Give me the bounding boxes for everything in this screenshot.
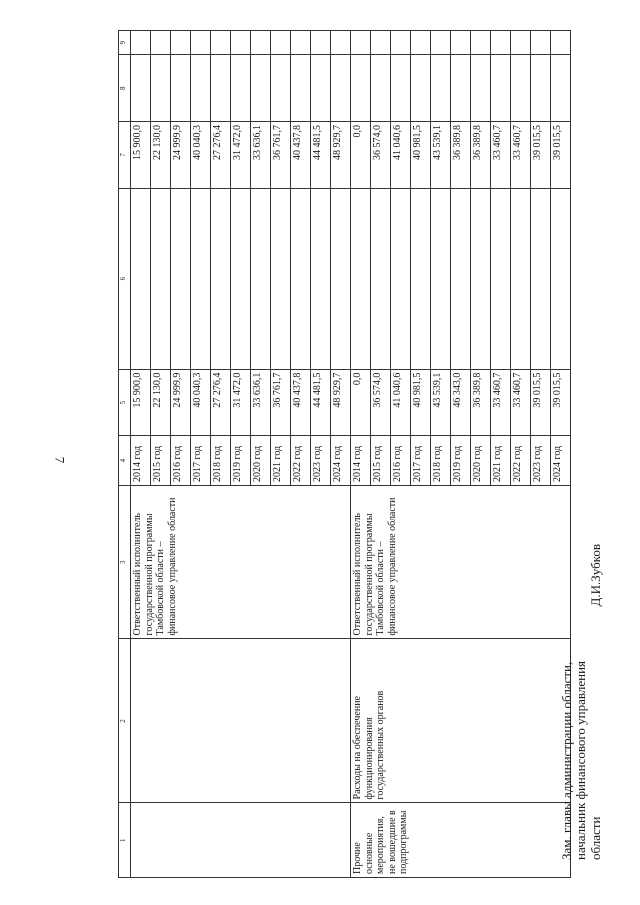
year-cell: 2017 год: [191, 436, 211, 486]
budget-cell: 36 574,0: [371, 122, 391, 189]
col9-cell: [171, 31, 191, 55]
year-cell: 2023 год: [311, 436, 331, 486]
signature-block: [560, 544, 603, 860]
category-cell: Прочие основные мероприятия, не вошедшие в подпрограммы: [351, 803, 571, 878]
year-cell: 2017 год: [411, 436, 431, 486]
year-cell: 2018 год: [431, 436, 451, 486]
signatory-name: Д.И.Зубков: [587, 544, 603, 607]
year-cell: 2016 год: [171, 436, 191, 486]
col9-cell: [491, 31, 511, 55]
col6-cell: [351, 188, 371, 369]
col8-cell: [231, 55, 251, 122]
total-cell: 40 437,8: [291, 369, 311, 436]
year-cell: 2018 год: [211, 436, 231, 486]
col9-cell: [411, 31, 431, 55]
col6-cell: [491, 188, 511, 369]
signature-line-3: [589, 544, 603, 860]
col-num: 6: [119, 188, 131, 369]
col9-cell: [391, 31, 411, 55]
col6-cell: [251, 188, 271, 369]
budget-cell: 27 276,4: [211, 122, 231, 189]
col8-cell: [251, 55, 271, 122]
col9-cell: [431, 31, 451, 55]
col8-cell: [371, 55, 391, 122]
year-cell: 2016 год: [391, 436, 411, 486]
category-cell: [131, 803, 351, 878]
col-num: 1: [119, 803, 131, 878]
year-cell: 2020 год: [471, 436, 491, 486]
total-cell: 43 539,1: [431, 369, 451, 436]
year-cell: 2015 год: [371, 436, 391, 486]
year-cell: 2015 год: [151, 436, 171, 486]
col9-cell: [271, 31, 291, 55]
total-cell: 22 130,0: [151, 369, 171, 436]
col9-cell: [331, 31, 351, 55]
year-cell: 2019 год: [451, 436, 471, 486]
budget-cell: 40 437,8: [291, 122, 311, 189]
col9-cell: [451, 31, 471, 55]
col8-cell: [431, 55, 451, 122]
col6-cell: [451, 188, 471, 369]
signature-line-1: Зам. главы администрации области,: [559, 661, 574, 860]
total-cell: 44 481,5: [311, 369, 331, 436]
year-cell: 2014 год: [131, 436, 151, 486]
col9-cell: [191, 31, 211, 55]
budget-cell: 33 460,7: [491, 122, 511, 189]
col8-cell: [531, 55, 551, 122]
col9-cell: [211, 31, 231, 55]
col8-cell: [391, 55, 411, 122]
col6-cell: [371, 188, 391, 369]
col6-cell: [271, 188, 291, 369]
col6-cell: [531, 188, 551, 369]
col8-cell: [411, 55, 431, 122]
budget-cell: 36 389,8: [451, 122, 471, 189]
total-cell: 33 636,1: [251, 369, 271, 436]
col9-cell: [151, 31, 171, 55]
col9-cell: [551, 31, 571, 55]
col6-cell: [551, 188, 571, 369]
col-num: 2: [119, 639, 131, 803]
budget-cell: 41 040,6: [391, 122, 411, 189]
col8-cell: [311, 55, 331, 122]
budget-cell: 15 900,0: [131, 122, 151, 189]
col-num: 9: [119, 31, 131, 55]
col9-cell: [351, 31, 371, 55]
col-num: 7: [119, 122, 131, 189]
budget-cell: 36 761,7: [271, 122, 291, 189]
col6-cell: [291, 188, 311, 369]
year-cell: 2024 год: [331, 436, 351, 486]
total-cell: 27 276,4: [211, 369, 231, 436]
col-num: 8: [119, 55, 131, 122]
year-cell: 2014 год: [351, 436, 371, 486]
signature-line-2: начальник финансового управления: [573, 660, 589, 860]
col-num: 3: [119, 486, 131, 639]
total-cell: 36 389,8: [471, 369, 491, 436]
col6-cell: [511, 188, 531, 369]
total-cell: 40 040,3: [191, 369, 211, 436]
budget-cell: 0,0: [351, 122, 371, 189]
budget-cell: 24 999,9: [171, 122, 191, 189]
budget-cell: 36 389,8: [471, 122, 491, 189]
col9-cell: [511, 31, 531, 55]
total-cell: 15 900,0: [131, 369, 151, 436]
total-cell: 0,0: [351, 369, 371, 436]
signature-line-3-text: области: [587, 816, 603, 860]
col6-cell: [331, 188, 351, 369]
col9-cell: [131, 31, 151, 55]
col8-cell: [471, 55, 491, 122]
col8-cell: [511, 55, 531, 122]
year-cell: 2019 год: [231, 436, 251, 486]
col6-cell: [131, 188, 151, 369]
col6-cell: [171, 188, 191, 369]
year-cell: 2022 год: [291, 436, 311, 486]
column-number-row: [119, 31, 131, 878]
col8-cell: [171, 55, 191, 122]
col8-cell: [551, 55, 571, 122]
year-cell: 2020 год: [251, 436, 271, 486]
total-cell: 31 472,0: [231, 369, 251, 436]
budget-cell: 40 040,3: [191, 122, 211, 189]
col8-cell: [131, 55, 151, 122]
col-num: 5: [119, 369, 131, 436]
total-cell: 40 981,5: [411, 369, 431, 436]
budget-cell: 39 015,5: [531, 122, 551, 189]
col6-cell: [211, 188, 231, 369]
total-cell: 24 999,9: [171, 369, 191, 436]
executor-cell: Ответственный исполнитель государственной программы Тамбовской области – финансовое управление области: [131, 486, 351, 639]
year-cell: 2021 год: [491, 436, 511, 486]
col6-cell: [391, 188, 411, 369]
table-row: [351, 31, 371, 878]
budget-cell: 39 015,5: [551, 122, 571, 189]
col8-cell: [491, 55, 511, 122]
budget-cell: 33 636,1: [251, 122, 271, 189]
col9-cell: [231, 31, 251, 55]
col8-cell: [291, 55, 311, 122]
col9-cell: [371, 31, 391, 55]
year-cell: 2022 год: [511, 436, 531, 486]
col9-cell: [291, 31, 311, 55]
executor-cell: Ответственный исполнитель государственной программы Тамбовской области – финансовое управление области: [351, 486, 571, 639]
col6-cell: [191, 188, 211, 369]
name-cell: Расходы на обеспечение функционирования государственных органов: [351, 639, 571, 803]
budget-cell: 40 981,5: [411, 122, 431, 189]
budget-cell: 22 130,0: [151, 122, 171, 189]
total-cell: 48 929,7: [331, 369, 351, 436]
col8-cell: [271, 55, 291, 122]
year-cell: 2023 год: [531, 436, 551, 486]
rotated-table-container: [118, 30, 563, 878]
col9-cell: [251, 31, 271, 55]
year-cell: 2024 год: [551, 436, 571, 486]
total-cell: 41 040,6: [391, 369, 411, 436]
col9-cell: [471, 31, 491, 55]
col6-cell: [471, 188, 491, 369]
col6-cell: [431, 188, 451, 369]
budget-cell: 48 929,7: [331, 122, 351, 189]
col9-cell: [311, 31, 331, 55]
col6-cell: [151, 188, 171, 369]
total-cell: 33 460,7: [491, 369, 511, 436]
name-cell: [131, 639, 351, 803]
col-num: 4: [119, 436, 131, 486]
table-row: [131, 31, 151, 878]
col6-cell: [411, 188, 431, 369]
col8-cell: [191, 55, 211, 122]
total-cell: 39 015,5: [551, 369, 571, 436]
year-cell: 2021 год: [271, 436, 291, 486]
col8-cell: [211, 55, 231, 122]
col9-cell: [531, 31, 551, 55]
page-number: 7: [52, 456, 68, 464]
budget-cell: 43 539,1: [431, 122, 451, 189]
col6-cell: [311, 188, 331, 369]
total-cell: 39 015,5: [531, 369, 551, 436]
total-cell: 33 460,7: [511, 369, 531, 436]
col8-cell: [151, 55, 171, 122]
budget-cell: 33 460,7: [511, 122, 531, 189]
col8-cell: [351, 55, 371, 122]
program-table: [118, 30, 571, 878]
col8-cell: [331, 55, 351, 122]
budget-cell: 44 481,5: [311, 122, 331, 189]
total-cell: 36 761,7: [271, 369, 291, 436]
col8-cell: [451, 55, 471, 122]
total-cell: 46 343,0: [451, 369, 471, 436]
total-cell: 36 574,0: [371, 369, 391, 436]
budget-cell: 31 472,0: [231, 122, 251, 189]
col6-cell: [231, 188, 251, 369]
